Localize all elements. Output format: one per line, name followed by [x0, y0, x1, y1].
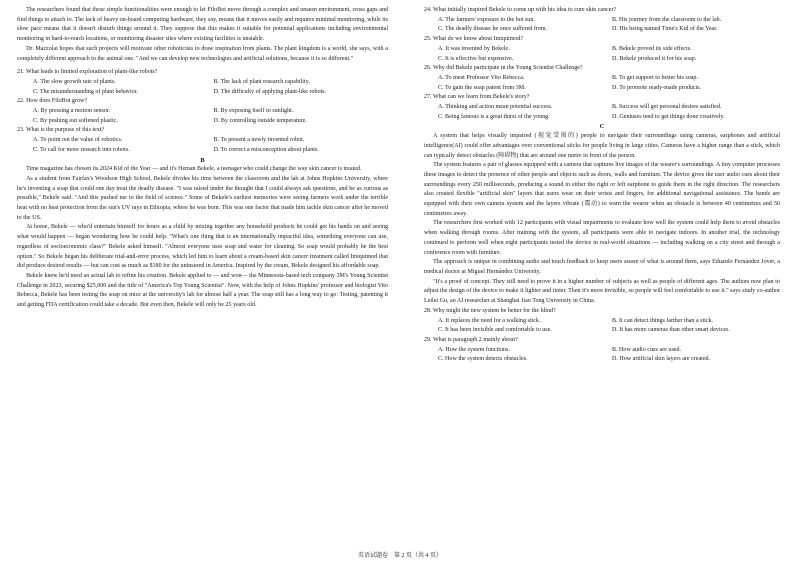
option-c[interactable]: C. How the system detects obstacles.: [438, 356, 528, 363]
option-b[interactable]: B. To get support to better his soap.: [612, 74, 698, 81]
option-a[interactable]: A. It was invented by Bekele.: [438, 45, 510, 52]
option-a[interactable]: A. To point out the value of robotics.: [33, 137, 123, 144]
question-26: [424, 64, 780, 93]
option-c[interactable]: C. The deadly disease he once suffered from.: [438, 26, 548, 33]
passage-b: [17, 165, 388, 311]
paragraph: The system features a pair of glasses equipped with a camera that captures live images of the wearer's surroundings. A tiny computer processes these images to detect the presence of other people and objects such as doors, walls and furniture. The device gives the user audio cues about their surroundings every 250 milliseconds, producing a sound in either the right or left earphone to guide them in the right direction. The researchers also created flexible "artificial skin" layers that users wear on their wrists and fingers, for additional navigational assistance. The bands are equipped with their own camera system and the layers vibrate (震动) to warn the wearer when an obstacle is between 40 centimetres and 50 centimetres away.: [424, 162, 780, 217]
paragraph: At home, Bekele — who'd entertain himself for hours as a child by mixing together any household products he could get his hands on and seeing what would happen — began wondering how he could help. "What's one thing that is an internationally impactful idea, something everyone can use, regardless of socioeconomic class?" Bekele asked himself. "Almost everyone uses soap and water for cleaning. So soap would probably be the best option." So Bekele began his deliberate trial-and-error process, which led him to learn about a cream-based skin cancer treatment called Imiquimod that did produce desired results — but can cost as much as $180 for the uninsured in America. Inspired by the cream, Bekele designed his affordable soap.: [17, 224, 388, 270]
left-column: [17, 6, 388, 311]
question-stem: 27. What can we learn from Bekele's story?: [424, 94, 530, 101]
question-stem: 29. What is paragraph 2 mainly about?: [424, 336, 518, 343]
option-c[interactable]: C. The misunderstanding of plant behavior.: [33, 88, 138, 95]
option-b[interactable]: B. Success will get personal desires satisfied.: [612, 104, 722, 111]
option-a[interactable]: A. By pressing a motion sensor.: [33, 108, 111, 115]
option-c[interactable]: C. Being famous is a great thirst of the young.: [438, 113, 550, 120]
option-a[interactable]: A. To meet Professor Vito Rebecca.: [438, 74, 525, 81]
question-stem: 22. How does FiloBot grow?: [17, 98, 88, 105]
option-b[interactable]: B. Bekele proved its side effects.: [612, 45, 692, 52]
paragraph: Dr. Mazzolai hopes that such projects will motivate other roboticists to draw inspiration from plants. The plant kingdom is a world, she says, with a completely different approach to the animal one. "And we can develop new technologies and artificial solutions, because it is so different.": [17, 45, 388, 62]
option-b[interactable]: B. How audio cues are used.: [612, 346, 682, 353]
option-b[interactable]: B. His journey from the classroom to the lab.: [612, 16, 722, 23]
question-29: [424, 336, 780, 365]
option-c[interactable]: C. To call for more research into robots.: [33, 146, 130, 153]
option-d[interactable]: D. His being named Time's Kid of the Year.: [612, 26, 718, 33]
question-24: [424, 6, 780, 35]
passage-c: [424, 132, 780, 307]
question-stem: 23. What is the purpose of this text?: [17, 127, 105, 134]
paragraph: The researchers first worked with 12 participants with visual impairments to evaluate how well the system could help them to avoid obstacles when walking through rooms. After training with the system, all participants were able to navigate indoors. In another trial, the technology continued to perform well when eight participants tested the device in real-world situations — including walking on a city street and through a conference room with furniture.: [424, 220, 780, 256]
question-stem: 24. What initially inspired Bekele to come up with his idea to cure skin cancer?: [424, 7, 617, 13]
option-b[interactable]: B. The lack of plant research capability.: [213, 78, 310, 85]
option-c[interactable]: C. It is effective but expensive.: [438, 55, 514, 62]
question-27: [424, 93, 780, 122]
section-c-heading: C: [599, 123, 605, 131]
option-d[interactable]: D. To promote ready-made products.: [612, 84, 702, 91]
right-column: [424, 6, 780, 365]
option-a[interactable]: A. It replaces the need for a walking stick.: [438, 317, 541, 324]
option-c[interactable]: C. It has been invisible and comfortable to use.: [438, 327, 552, 334]
option-a[interactable]: A. Thinking and action mean potential success.: [438, 104, 553, 111]
paragraph: Time magazine has chosen its 2024 Kid of the Year — and it's Heman Bekele, a teenager who could change the way skin cancer is treated.: [26, 166, 362, 173]
question-28: [424, 307, 780, 336]
option-a[interactable]: A. The slow growth rate of plants.: [33, 78, 116, 85]
question-stem: 25. What do we know about Imiquimod?: [424, 36, 524, 43]
option-b[interactable]: B. To present a newly invented robot.: [213, 137, 305, 144]
paragraph: As a student from Fairfax's Woodson High School, Bekele divides his time between the classroom and the lab at Johns Hopkins University, where he's inventing a soap that could one day treat the deadly disease. "I was raised under the thought that I could always ask questions, and be as curious as possible," Bekele said. "And this pushed me to the field of science." Some of Bekele's earliest memories were seeing farmers work under the terrible heat with no heat protection from the sun's UV rays in Ethiopia, where he was born. This was one factor that made him tackle skin cancer after he moved to the US.: [17, 175, 388, 221]
option-d[interactable]: D. Bekele produced it for his soap.: [612, 55, 697, 62]
option-d[interactable]: D. To correct a misconception about plants.: [213, 146, 319, 153]
option-d[interactable]: D. By controlling outside temperature.: [213, 117, 307, 124]
paragraph: The researchers found that these simple functionalities were enough to let FiloBot move through a complex and unseen environment, cross gaps and find things to attach to. The lack of heavy on-board computing hardware, they say, means that it moves easily and requires minimal monitoring, while its slow pace means that it doesn't disturb things around it. They suppose that this makes it suitable for potential applications including environmental monitoring in hard-to-reach locations, or monitoring disaster sites where existing facilities is unstable.: [17, 7, 388, 43]
option-d[interactable]: D. The difficulty of applying plant-like robots.: [213, 88, 327, 95]
option-a[interactable]: A. The farmers' exposure to the hot sun.: [438, 16, 535, 23]
paragraph: "It's a proof of concept. They still need to prove it in a higher number of subjects as well as people of different ages. The authors now plan to adjust the design of the device to make it lighter and tinier. Then it's more invisible, so people will feel comfortable to use it." says study co-author Leilei Gu, an AI researcher at Shanghai Jiao Tong University in China.: [424, 278, 780, 305]
page-footer: 英语试题卷 第 2 页（共 4 页）: [357, 553, 442, 559]
paragraph: The approach is unique in combining audio and touch feedback to keep users aware of what is around them, says Eduardo Fernández Jover, a medical doctor at Miguel Hernández University.: [424, 259, 780, 275]
option-c[interactable]: C. To gain the soap patent from 3M.: [438, 84, 526, 91]
question-23: [17, 126, 388, 155]
question-25: [424, 35, 780, 64]
section-b-heading: B: [200, 156, 205, 164]
question-22: [17, 97, 388, 126]
paragraph: Bekele knew he'd need an actual lab to refine his creation. Bekele applied to — and won— the Minnesota-based tech company 3M's Young Scientist Challenge in 2023, securing $25,000 and the title of "America's Top Young Scientist". Now, with the help of Johns Hopkins' professor and biologist Vito Rebecca, Bekele has been testing the soap on mice at the university's lab for almost half a year. The soap still has a long way to go: Testing, patenting it and getting FDA certification could take a decade. But even then, Bekele will only be 25 years old.: [17, 272, 388, 309]
option-b[interactable]: B. It can detect things farther than a stick.: [612, 317, 714, 324]
option-a[interactable]: A. How the system functions.: [438, 346, 510, 353]
option-b[interactable]: B. By exposing itself to sunlight.: [213, 108, 294, 115]
option-d[interactable]: D. It has more cameras than other smart devices.: [612, 327, 730, 334]
paragraph: A system that helps visually impaired (视觉受损的) people to navigate their surroundings using cameras, earphones and artificial intelligence(AI) could offer advantages over conventional sticks for people living in large cities. Cameras have a higher range than a stick, which can typically detect obstacles (障碍物) that are around one metre in front of the person.: [424, 133, 780, 159]
option-c[interactable]: C. By pushing out softened plastic.: [33, 117, 118, 124]
passage-a-end: [17, 6, 388, 64]
option-d[interactable]: D. Geniuses tend to get things done creatively.: [612, 113, 725, 120]
question-stem: 28. Why might the new system be better for the blind?: [424, 307, 556, 314]
option-d[interactable]: D. How artificial skin layers are created.: [612, 356, 711, 363]
question-stem: 26. Why did Bekele participate in the Young Scientist Challenge?: [424, 65, 583, 72]
question-21: [17, 68, 388, 97]
question-stem: 21. What leads to limited exploration of plant-like robots?: [17, 69, 158, 76]
